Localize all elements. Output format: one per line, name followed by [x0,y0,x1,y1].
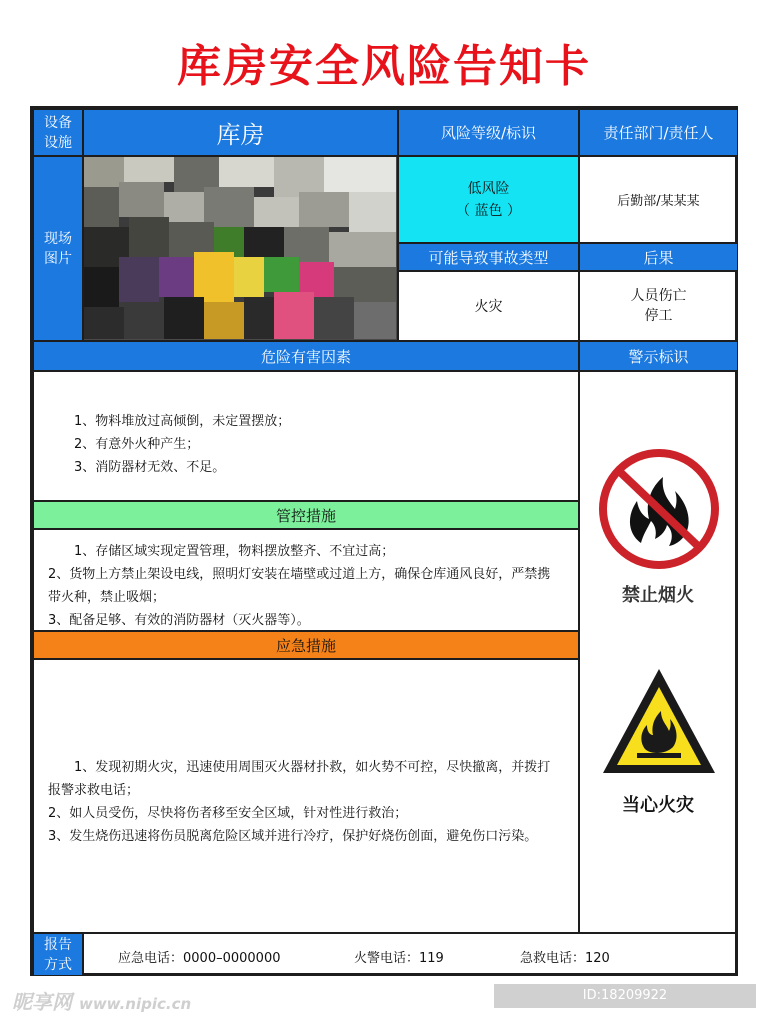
warning-signs-label: 警示标识 [579,341,738,371]
ambulance-phone: 急救电话：120 [520,951,610,966]
watermark-site [12,986,191,1015]
responsibility-value: 后勤部/某某某 [579,156,738,243]
accident-type-label: 可能导致事故类型 [398,243,579,271]
consequence-value: 人员伤亡 停工 [579,271,738,341]
fire-warning-label: 当心火灾 [622,795,694,816]
risk-level-value: 低风险 （ 蓝色 ） [398,156,579,243]
fire-phone: 火警电话：119 [354,951,444,966]
watermark-url: www.nipic.cn [78,995,192,1013]
control-content: 1、存储区域实现定置管理，物料摆放整齐、不宜过高； 2、货物上方禁止架设电线，照明灯安装在墙壁或过道上方，确保仓库通风良好，严禁携带火种，禁止吸烟； 3、配备足够、有效的消防器材（灭火器等）。 [33,529,579,631]
watermark-id: ID:18209922 NO:20250602164835968126 [494,984,756,1008]
site-photo-mosaic [84,157,396,339]
hazards-label: 危险有害因素 [33,341,579,371]
site-photo [83,156,398,341]
emergency-label: 应急措施 [33,631,579,659]
photo-label: 现场 图片 [33,156,83,341]
control-label: 管控措施 [33,501,579,529]
watermark-site-name: 昵享网 [12,990,72,1014]
equipment-value: 库房 [83,109,398,156]
hazards-content: 1、物料堆放过高倾倒，未定置摆放； 2、有意外火种产生； 3、消防器材无效、不足。 [33,371,579,501]
risk-level-label: 风险等级/标识 [398,109,579,156]
warning-signs-panel [579,371,738,933]
no-fire-icon [597,447,721,571]
equipment-label: 设备 设施 [33,109,83,156]
risk-card [30,106,738,976]
emergency-phone: 应急电话：0000–0000000 [118,951,281,966]
no-fire-label: 禁止烟火 [622,585,694,606]
fire-warning-icon [599,665,719,779]
consequence-label: 后果 [579,243,738,271]
page-title: 库房安全风险告知卡 [177,41,591,92]
report-method-label: 报告 方式 [33,933,83,976]
emergency-content: 1、发现初期火灾，迅速使用周围灭火器材扑救，如火势不可控，尽快撤离，并拨打报警求救电话； 2、如人员受伤，尽快将伤者移至安全区域，针对性进行救治； 3、发生烧伤迅速将伤员脱离危险区域并进行冷疗，保护好烧伤创面，避免伤口污染。 [33,659,579,933]
accident-type-value: 火灾 [398,271,579,341]
report-phones [83,933,738,976]
responsibility-label: 责任部门/责任人 [579,109,738,156]
